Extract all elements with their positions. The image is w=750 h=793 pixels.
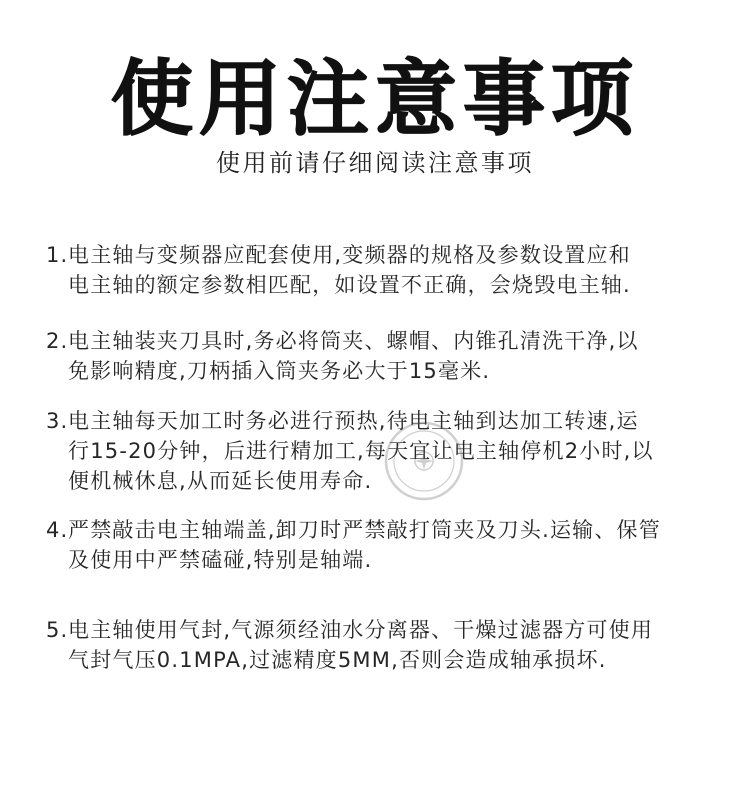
notice-line: 电主轴与变频器应配套使用,变频器的规格及参数设置应和 <box>68 243 631 267</box>
notice-line: 电主轴装夹刀具时,务必将筒夹、螺帽、内锥孔清洗干净,以 <box>68 329 639 353</box>
notice-number: 2. <box>46 329 69 353</box>
notice-number: 4. <box>46 518 69 542</box>
notice-item-5 <box>46 615 716 675</box>
notice-line: 电主轴使用气封,气源须经油水分离器、干燥过滤器方可使用 <box>68 618 654 642</box>
notice-item-1 <box>46 240 716 300</box>
notice-item-4 <box>46 515 716 575</box>
notice-item-2 <box>46 326 716 386</box>
notice-line: 严禁敲击电主轴端盖,卸刀时严禁敲打筒夹及刀头.运输、保管 <box>68 518 661 542</box>
notice-line: 免影响精度,刀柄插入筒夹务必大于15毫米. <box>68 359 491 383</box>
page-subtitle: 使用前请仔细阅读注意事项 <box>216 149 534 177</box>
notice-line: 行15-20分钟，后进行精加工,每天宜让电主轴停机2小时,以 <box>68 439 654 463</box>
notice-line: 便机械休息,从而延长使用寿命. <box>68 469 373 493</box>
notice-line: 及使用中严禁磕碰,特别是轴端. <box>68 548 373 572</box>
stamp-watermark-icon <box>383 420 465 502</box>
notice-number: 1. <box>46 243 69 267</box>
notice-line: 电主轴的额定参数相匹配，如设置不正确，会烧毁电主轴. <box>68 273 631 297</box>
notice-line: 气封气压0.1MPA,过滤精度5MM,否则会造成轴承损坏. <box>68 648 607 672</box>
notice-line: 电主轴每天加工时务必进行预热,待电主轴到达加工转速,运 <box>68 409 639 433</box>
notice-number: 5. <box>46 618 69 642</box>
notice-item-3 <box>46 406 716 496</box>
page-title: 使用注意事项 <box>110 52 639 147</box>
notice-number: 3. <box>46 409 69 433</box>
